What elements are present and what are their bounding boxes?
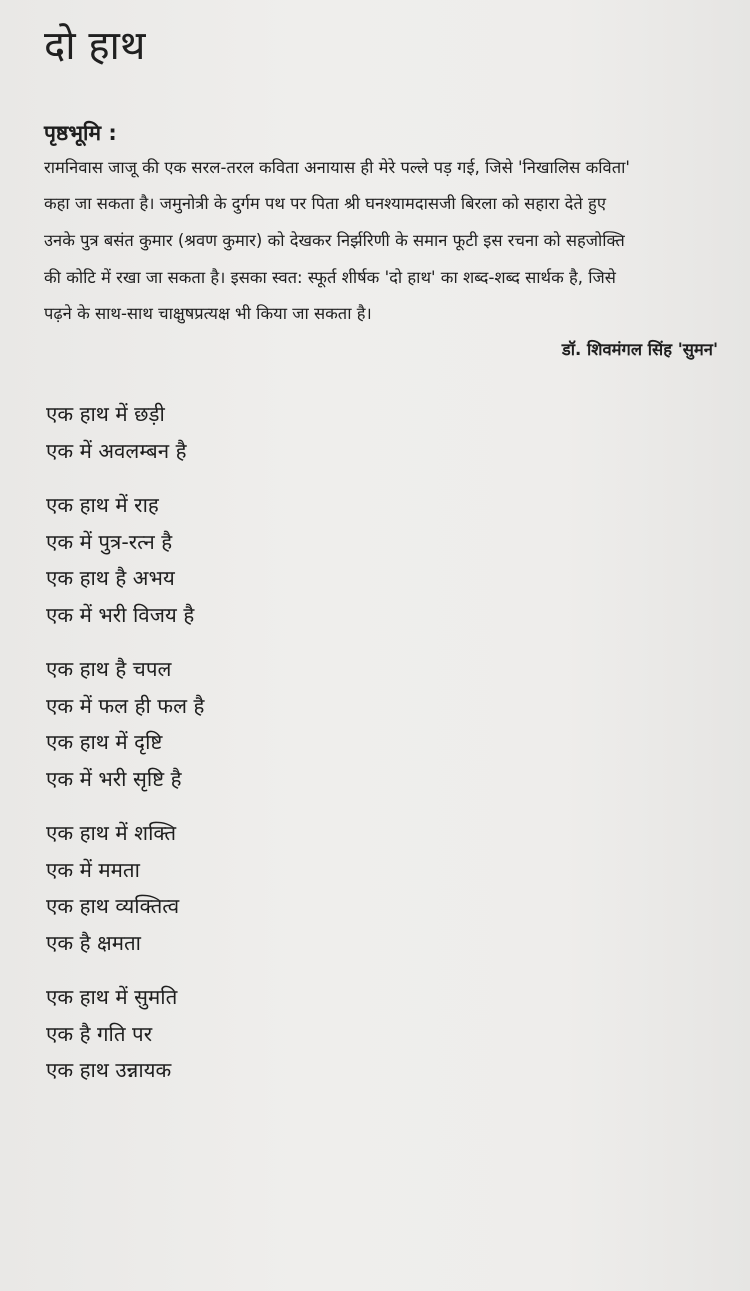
background-paragraph-line: रामनिवास जाजू की एक सरल-तरल कविता अनायास ही मेरे पल्ले पड़ गई, जिसे 'निखालिस कविता'	[44, 158, 630, 177]
background-paragraph-line: उनके पुत्र बसंत कुमार (श्रवण कुमार) को देखकर निर्झरिणी के समान फूटी इस रचना को सहजोक्ति	[44, 231, 625, 250]
poem-line: एक हाथ में छड़ी	[46, 402, 165, 426]
poem-line: एक में ममता	[46, 857, 140, 882]
poem-line: एक में भरी विजय है	[46, 602, 195, 627]
poem-line: एक हाथ है चपल	[46, 657, 172, 681]
poem-line: एक हाथ में राह	[46, 493, 159, 517]
background-paragraph-line: कहा जा सकता है। जमुनोत्री के दुर्गम पथ पर पिता श्री घनश्यामदासजी बिरला को सहारा देते हुए	[44, 194, 606, 213]
poem-line: एक हाथ में सुमति	[46, 985, 178, 1009]
poem-line: एक में फल ही फल है	[46, 693, 205, 718]
poem-line: एक हाथ में शक्ति	[46, 821, 177, 845]
author-attribution: डॉ. शिवमंगल सिंह 'सुमन'	[561, 340, 718, 359]
poem-stanza	[46, 651, 686, 797]
poem-line: एक में अवलम्बन है	[46, 438, 187, 463]
page-title: दो हाथ	[44, 23, 146, 69]
poem-line: एक है गति पर	[46, 1021, 153, 1046]
poem-stanza	[46, 979, 686, 1089]
poem-line: एक में पुत्र-रत्न है	[46, 529, 173, 554]
poem-stanza	[46, 487, 686, 633]
background-paragraph-line: की कोटि में रखा जा सकता है। इसका स्वत: स्फूर्त शीर्षक 'दो हाथ' का शब्द-शब्द सार्थक है, जिसे	[44, 268, 616, 287]
poem-line: एक हाथ उन्नायक	[46, 1058, 172, 1082]
poem-line: एक हाथ है अभय	[46, 566, 175, 590]
background-heading: पृष्ठभूमि :	[44, 121, 117, 145]
poem-line: एक हाथ में दृष्टि	[46, 730, 163, 754]
poem-line: एक है क्षमता	[46, 930, 141, 955]
poem-line: एक हाथ व्यक्तित्व	[46, 894, 180, 918]
poem-line: एक में भरी सृष्टि है	[46, 766, 182, 791]
background-paragraph-line: पढ़ने के साथ-साथ चाक्षुषप्रत्यक्ष भी किया जा सकता है।	[44, 304, 372, 323]
poem-stanza	[46, 815, 686, 961]
poem-stanza	[46, 396, 686, 469]
poem-body	[46, 396, 686, 1107]
